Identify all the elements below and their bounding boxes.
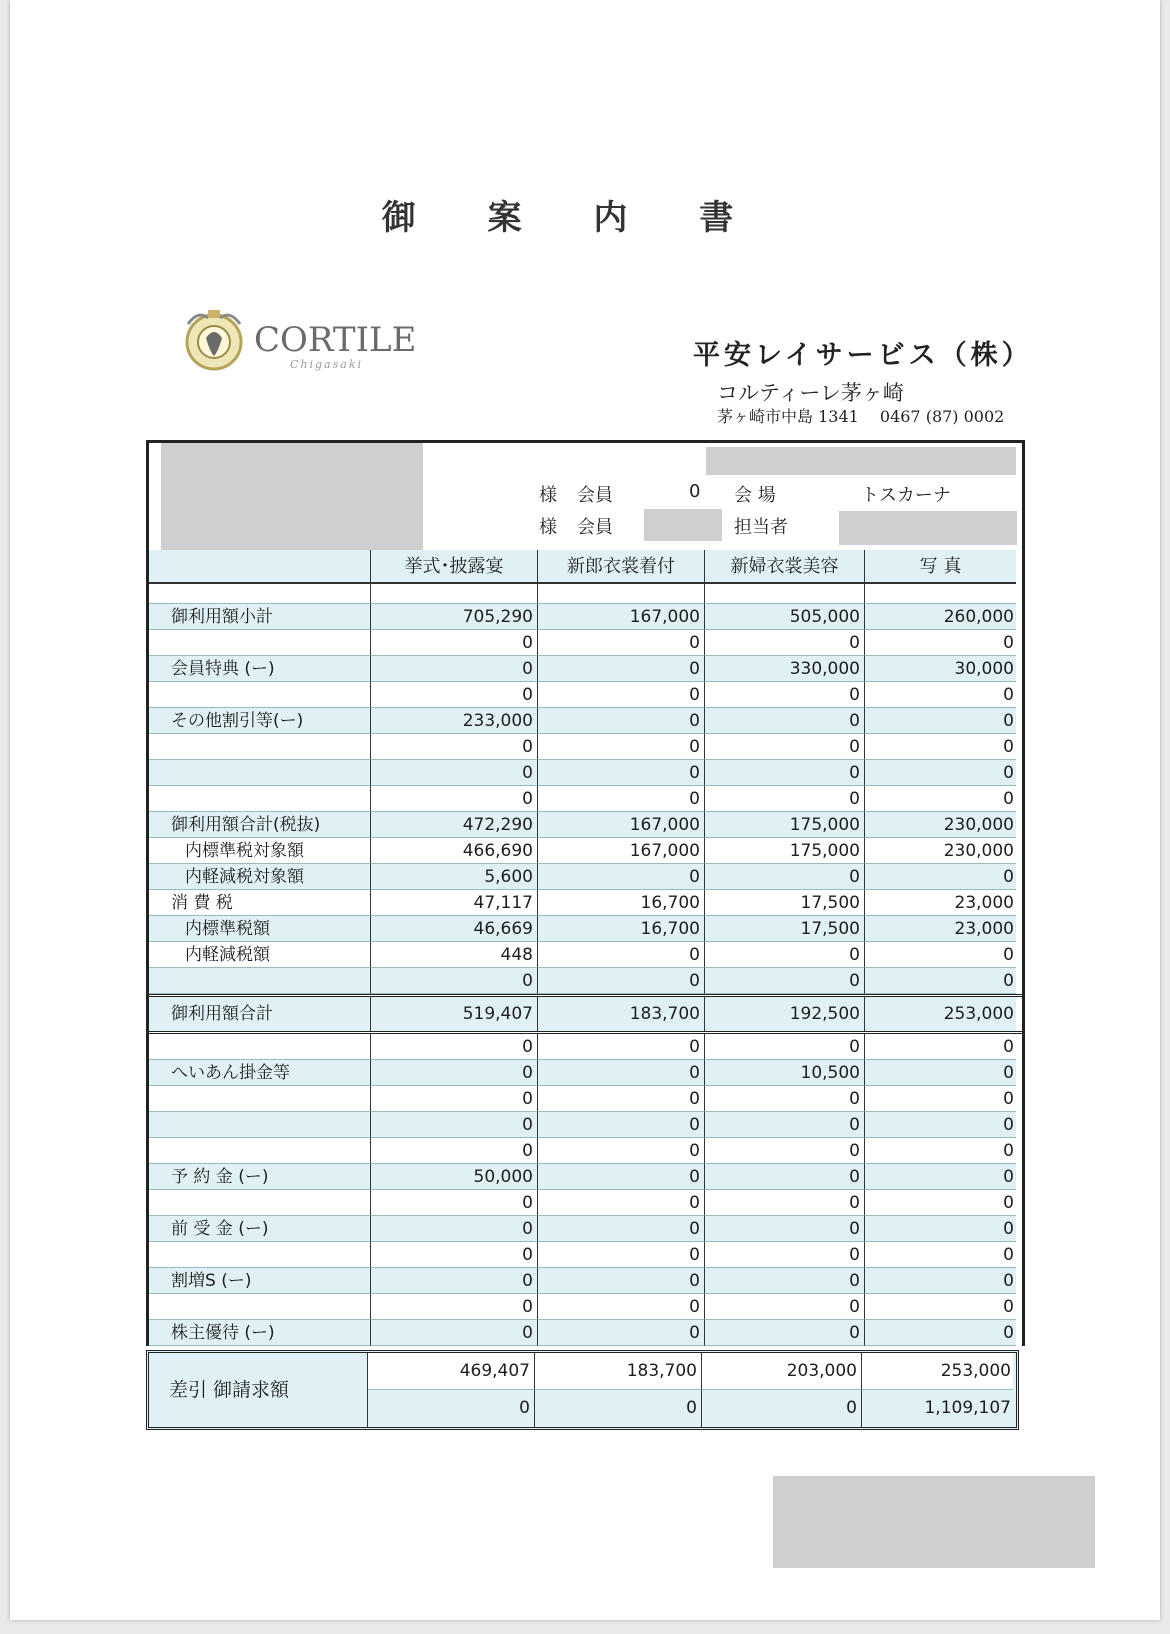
final-r1-bride: 203,000 bbox=[702, 1353, 862, 1390]
table-body-upper bbox=[149, 604, 1022, 994]
row-value: 0 bbox=[705, 1294, 865, 1320]
row-label bbox=[149, 1190, 371, 1216]
spacer-cell bbox=[371, 584, 538, 604]
spacer-cell bbox=[149, 584, 371, 604]
customer-header bbox=[146, 440, 1025, 553]
row-value: 0 bbox=[538, 1190, 705, 1216]
row-value: 23,000 bbox=[865, 890, 1016, 916]
row-label bbox=[149, 968, 371, 994]
table-row bbox=[149, 916, 1022, 942]
redacted-customer-name bbox=[161, 443, 423, 553]
row-value: 0 bbox=[705, 1216, 865, 1242]
table-row bbox=[149, 942, 1022, 968]
column-header-groom: 新郎衣裳着付 bbox=[538, 550, 705, 584]
row-label bbox=[149, 1294, 371, 1320]
row-value: 0 bbox=[371, 1060, 538, 1086]
row-label: 前 受 金 (ー) bbox=[149, 1216, 371, 1242]
row-value: 233,000 bbox=[371, 708, 538, 734]
final-row-1 bbox=[368, 1353, 1016, 1390]
row-value: 0 bbox=[538, 1086, 705, 1112]
row-value: 0 bbox=[538, 968, 705, 994]
row-value: 0 bbox=[371, 1034, 538, 1060]
row-label: 株主優待 (ー) bbox=[149, 1320, 371, 1346]
row-value: 0 bbox=[371, 1138, 538, 1164]
table-row bbox=[149, 1060, 1022, 1086]
row-value: 0 bbox=[371, 1190, 538, 1216]
redacted-date bbox=[706, 447, 1016, 475]
row-value: 0 bbox=[865, 1086, 1016, 1112]
row-value: 0 bbox=[371, 734, 538, 760]
row-label bbox=[149, 1034, 371, 1060]
row-label: その他割引等(ー) bbox=[149, 708, 371, 734]
table-row bbox=[149, 734, 1022, 760]
row-value: 0 bbox=[538, 1216, 705, 1242]
row-label bbox=[149, 786, 371, 812]
ledger-table bbox=[146, 550, 1025, 1346]
table-row bbox=[149, 1242, 1022, 1268]
final-values bbox=[368, 1353, 1016, 1427]
row-value: 167,000 bbox=[538, 604, 705, 630]
row-value: 0 bbox=[865, 1164, 1016, 1190]
crest-icon bbox=[178, 304, 250, 376]
table-row bbox=[149, 656, 1022, 682]
table-row bbox=[149, 1294, 1022, 1320]
row-value: 0 bbox=[705, 734, 865, 760]
row-value: 0 bbox=[865, 1112, 1016, 1138]
table-row bbox=[149, 708, 1022, 734]
row-value: 0 bbox=[705, 1190, 865, 1216]
row-value: 505,000 bbox=[705, 604, 865, 630]
row-value: 0 bbox=[705, 1034, 865, 1060]
table-row bbox=[149, 890, 1022, 916]
row-value: 0 bbox=[538, 1164, 705, 1190]
final-row-2 bbox=[368, 1390, 1016, 1427]
venue-address: 茅ヶ崎市中島 1341 0467 (87) 0002 bbox=[717, 407, 1005, 426]
row-value: 0 bbox=[371, 1268, 538, 1294]
row-value: 0 bbox=[538, 734, 705, 760]
total-ceremony: 519,407 bbox=[371, 997, 538, 1031]
row-value: 5,600 bbox=[371, 864, 538, 890]
row-label: へいあん掛金等 bbox=[149, 1060, 371, 1086]
row-label: 内軽減税対象額 bbox=[149, 864, 371, 890]
row-value: 30,000 bbox=[865, 656, 1016, 682]
company-name: 平安レイサービス（株） bbox=[693, 340, 1033, 371]
row-value: 0 bbox=[705, 1112, 865, 1138]
row-label: 予 約 金 (ー) bbox=[149, 1164, 371, 1190]
row-value: 0 bbox=[371, 1216, 538, 1242]
row-value: 0 bbox=[371, 1086, 538, 1112]
row-value: 17,500 bbox=[705, 916, 865, 942]
spacer-cell bbox=[538, 584, 705, 604]
row-value: 0 bbox=[865, 1216, 1016, 1242]
table-row bbox=[149, 1086, 1022, 1112]
row-label bbox=[149, 1086, 371, 1112]
row-value: 0 bbox=[371, 786, 538, 812]
row-value: 0 bbox=[538, 1320, 705, 1346]
column-header-photo: 写 真 bbox=[865, 550, 1016, 584]
table-body-lower bbox=[149, 1034, 1022, 1346]
row-value: 0 bbox=[705, 1164, 865, 1190]
row-label bbox=[149, 682, 371, 708]
column-header-bride: 新婦衣裳美容 bbox=[705, 550, 865, 584]
row-value: 0 bbox=[371, 1112, 538, 1138]
row-value: 0 bbox=[538, 786, 705, 812]
venue-label: 会 場 bbox=[734, 485, 776, 506]
member-label-1: 会員 bbox=[577, 485, 613, 506]
row-value: 0 bbox=[705, 942, 865, 968]
row-value: 0 bbox=[371, 682, 538, 708]
row-value: 0 bbox=[538, 656, 705, 682]
row-value: 175,000 bbox=[705, 812, 865, 838]
table-row bbox=[149, 604, 1022, 630]
row-value: 0 bbox=[538, 1268, 705, 1294]
sama-label-2: 様 bbox=[539, 517, 557, 538]
row-value: 0 bbox=[865, 1320, 1016, 1346]
table-row bbox=[149, 1138, 1022, 1164]
row-value: 0 bbox=[371, 1242, 538, 1268]
row-value: 472,290 bbox=[371, 812, 538, 838]
cortile-logo bbox=[178, 300, 418, 380]
row-value: 0 bbox=[865, 760, 1016, 786]
row-value: 0 bbox=[705, 1320, 865, 1346]
final-r2-photo: 1,109,107 bbox=[924, 1398, 1011, 1418]
row-label: 割増S (ー) bbox=[149, 1268, 371, 1294]
row-value: 0 bbox=[705, 1268, 865, 1294]
row-label bbox=[149, 1242, 371, 1268]
row-value: 0 bbox=[371, 656, 538, 682]
row-label bbox=[149, 734, 371, 760]
row-value: 0 bbox=[538, 1060, 705, 1086]
row-value: 0 bbox=[705, 786, 865, 812]
row-value: 0 bbox=[865, 864, 1016, 890]
row-value: 50,000 bbox=[371, 1164, 538, 1190]
row-value: 705,290 bbox=[371, 604, 538, 630]
row-label: 消 費 税 bbox=[149, 890, 371, 916]
table-row bbox=[149, 1190, 1022, 1216]
final-r1-photo: 253,000 bbox=[862, 1353, 1013, 1390]
table-row bbox=[149, 838, 1022, 864]
final-r2-ceremony: 0 bbox=[368, 1390, 535, 1427]
total-photo: 253,000 bbox=[865, 997, 1016, 1031]
row-value: 0 bbox=[538, 1112, 705, 1138]
venue-value: トスカーナ bbox=[861, 485, 951, 506]
row-label: 御利用額合計(税抜) bbox=[149, 812, 371, 838]
row-value: 167,000 bbox=[538, 838, 705, 864]
total-label: 御利用額合計 bbox=[149, 997, 371, 1031]
row-value: 0 bbox=[865, 968, 1016, 994]
row-value: 0 bbox=[705, 1242, 865, 1268]
row-value: 0 bbox=[538, 1034, 705, 1060]
member-value-1: 0 bbox=[689, 481, 701, 502]
row-value: 448 bbox=[371, 942, 538, 968]
redacted-member-number bbox=[644, 509, 722, 541]
row-value: 0 bbox=[865, 1034, 1016, 1060]
row-value: 0 bbox=[538, 1242, 705, 1268]
row-label: 内標準税対象額 bbox=[149, 838, 371, 864]
row-value: 0 bbox=[538, 630, 705, 656]
row-label: 内標準税額 bbox=[149, 916, 371, 942]
table-row bbox=[149, 1034, 1022, 1060]
row-value: 0 bbox=[705, 1138, 865, 1164]
row-label: 内軽減税額 bbox=[149, 942, 371, 968]
row-value: 0 bbox=[705, 708, 865, 734]
document-title: 御 案 内 書 bbox=[381, 198, 764, 238]
row-value: 0 bbox=[371, 1320, 538, 1346]
redacted-staff-name bbox=[839, 511, 1017, 545]
row-value: 0 bbox=[705, 630, 865, 656]
redacted-stamp bbox=[773, 1476, 1095, 1568]
row-label: 御利用額小計 bbox=[149, 604, 371, 630]
row-value: 10,500 bbox=[705, 1060, 865, 1086]
row-value: 260,000 bbox=[865, 604, 1016, 630]
column-header-label bbox=[149, 550, 371, 584]
table-row bbox=[149, 1268, 1022, 1294]
row-value: 17,500 bbox=[705, 890, 865, 916]
row-value: 16,700 bbox=[538, 890, 705, 916]
row-value: 0 bbox=[538, 682, 705, 708]
column-header-row bbox=[149, 550, 1022, 584]
table-row bbox=[149, 682, 1022, 708]
sama-label-1: 様 bbox=[539, 485, 557, 506]
table-row bbox=[149, 812, 1022, 838]
row-label bbox=[149, 630, 371, 656]
spacer-cell bbox=[705, 584, 865, 604]
venue-name: コルティーレ茅ヶ崎 bbox=[717, 381, 904, 405]
row-value: 46,669 bbox=[371, 916, 538, 942]
row-value: 330,000 bbox=[705, 656, 865, 682]
row-value: 47,117 bbox=[371, 890, 538, 916]
table-row bbox=[149, 630, 1022, 656]
table-row bbox=[149, 760, 1022, 786]
final-r2-bride: 0 bbox=[702, 1390, 862, 1427]
row-value: 230,000 bbox=[865, 812, 1016, 838]
table-row bbox=[149, 1320, 1022, 1346]
row-value: 0 bbox=[865, 786, 1016, 812]
row-value: 0 bbox=[538, 1138, 705, 1164]
row-value: 0 bbox=[865, 734, 1016, 760]
row-value: 0 bbox=[371, 1294, 538, 1320]
row-label: 会員特典 (ー) bbox=[149, 656, 371, 682]
row-value: 0 bbox=[705, 864, 865, 890]
table-row bbox=[149, 864, 1022, 890]
row-value: 23,000 bbox=[865, 916, 1016, 942]
row-value: 16,700 bbox=[538, 916, 705, 942]
row-value: 0 bbox=[705, 1086, 865, 1112]
table-row bbox=[149, 1164, 1022, 1190]
table-row bbox=[149, 1216, 1022, 1242]
table-row bbox=[149, 968, 1022, 994]
final-r2-groom: 0 bbox=[535, 1390, 702, 1427]
row-value: 0 bbox=[538, 708, 705, 734]
row-value: 167,000 bbox=[538, 812, 705, 838]
logo-wordmark: CORTILE bbox=[254, 320, 417, 360]
row-value: 0 bbox=[371, 630, 538, 656]
row-value: 0 bbox=[371, 968, 538, 994]
row-value: 0 bbox=[865, 708, 1016, 734]
row-value: 0 bbox=[865, 942, 1016, 968]
row-value: 0 bbox=[865, 682, 1016, 708]
member-label-2: 会員 bbox=[577, 517, 613, 538]
final-label: 差引 御請求額 bbox=[149, 1353, 368, 1427]
column-header-ceremony: 挙式･披露宴 bbox=[371, 550, 538, 584]
row-label bbox=[149, 1112, 371, 1138]
row-value: 230,000 bbox=[865, 838, 1016, 864]
row-value: 0 bbox=[538, 1294, 705, 1320]
row-label bbox=[149, 1138, 371, 1164]
row-value: 0 bbox=[371, 760, 538, 786]
row-value: 0 bbox=[865, 1294, 1016, 1320]
total-groom: 183,700 bbox=[538, 997, 705, 1031]
final-r1-ceremony: 469,407 bbox=[368, 1353, 535, 1390]
spacer-cell bbox=[865, 584, 1016, 604]
row-value: 466,690 bbox=[371, 838, 538, 864]
table-row bbox=[149, 786, 1022, 812]
row-value: 0 bbox=[865, 630, 1016, 656]
logo-subtitle: Chigasaki bbox=[290, 358, 364, 371]
row-value: 0 bbox=[865, 1190, 1016, 1216]
row-value: 0 bbox=[865, 1060, 1016, 1086]
row-label bbox=[149, 760, 371, 786]
row-value: 0 bbox=[865, 1138, 1016, 1164]
staff-label: 担当者 bbox=[734, 517, 788, 538]
row-value: 0 bbox=[865, 1268, 1016, 1294]
final-billing bbox=[146, 1350, 1019, 1430]
row-value: 0 bbox=[705, 968, 865, 994]
row-value: 0 bbox=[538, 942, 705, 968]
final-r1-groom: 183,700 bbox=[535, 1353, 702, 1390]
spacer-row bbox=[149, 584, 1022, 604]
total-bride: 192,500 bbox=[705, 997, 865, 1031]
row-value: 175,000 bbox=[705, 838, 865, 864]
total-row bbox=[149, 994, 1022, 1034]
table-row bbox=[149, 1112, 1022, 1138]
row-value: 0 bbox=[538, 760, 705, 786]
row-value: 0 bbox=[705, 682, 865, 708]
row-value: 0 bbox=[538, 864, 705, 890]
row-value: 0 bbox=[865, 1242, 1016, 1268]
row-value: 0 bbox=[705, 760, 865, 786]
